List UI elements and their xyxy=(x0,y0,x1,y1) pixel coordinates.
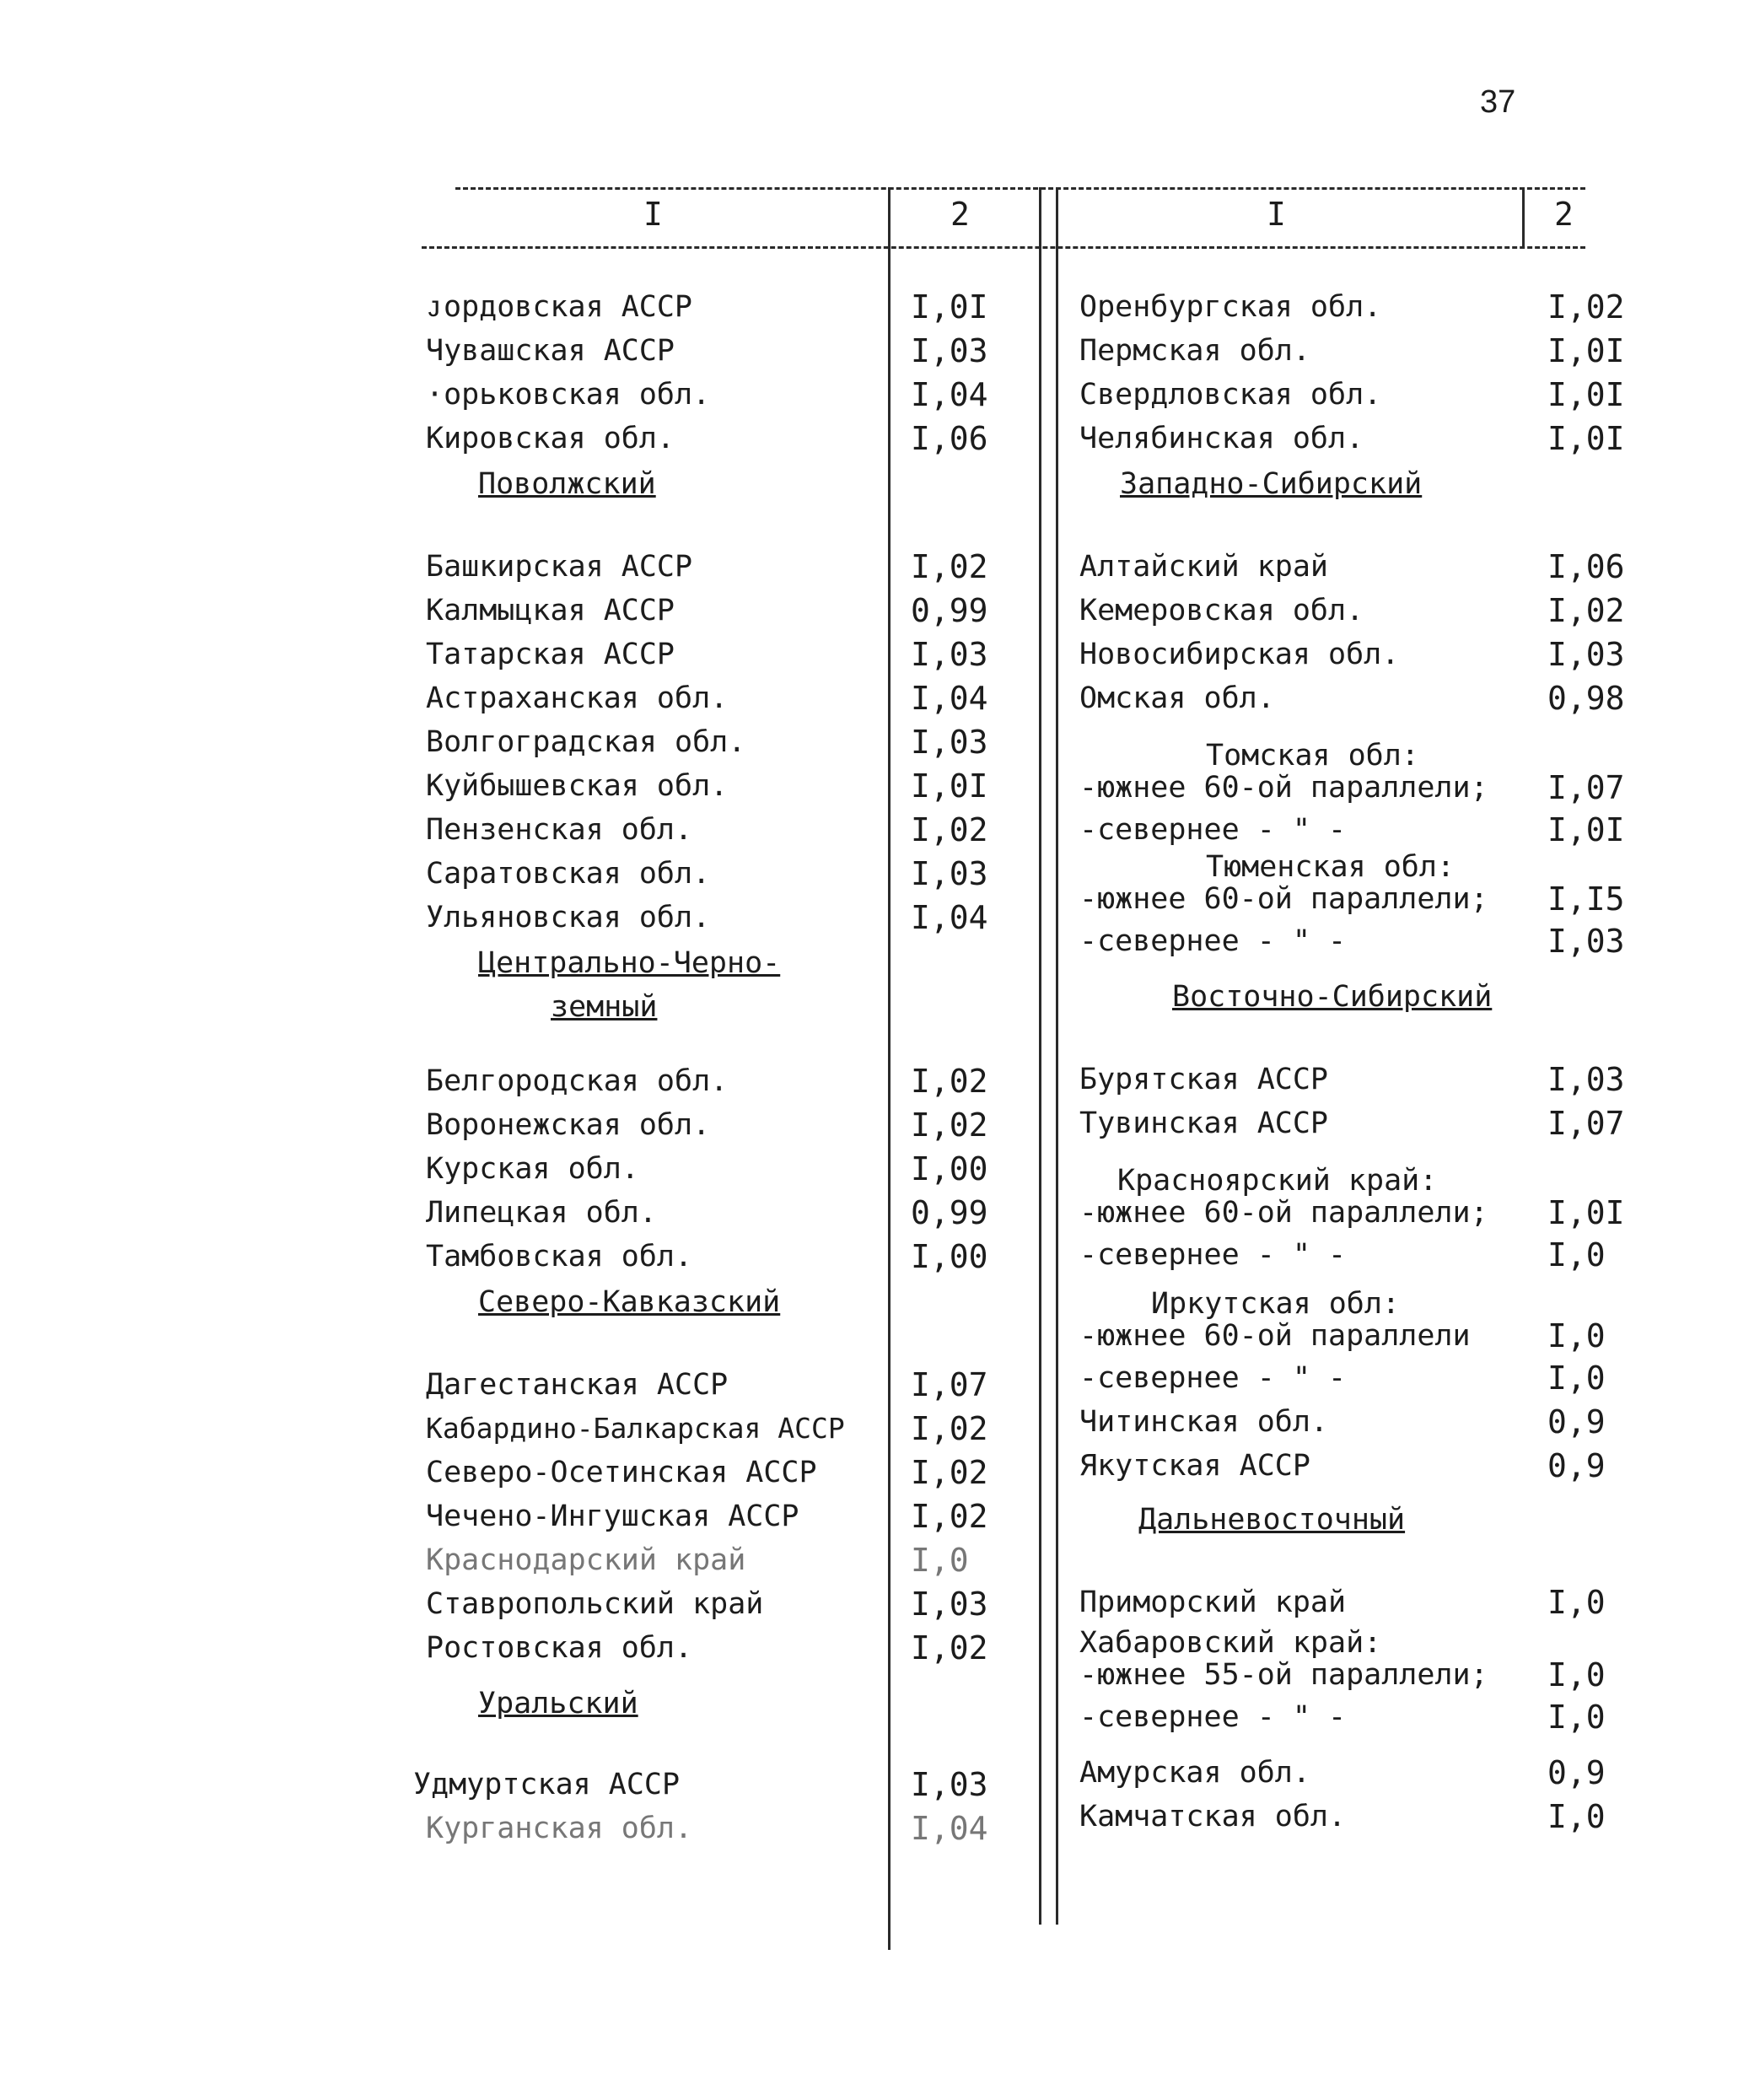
region-name: Читинская обл. xyxy=(1079,1405,1329,1439)
right-header-col2: 2 xyxy=(1554,196,1574,233)
region-name: Удмуртская АССР xyxy=(413,1768,681,1801)
coefficient-value: I,0 xyxy=(1547,1236,1606,1273)
coefficient-value: I,04 xyxy=(911,376,988,413)
tomsk-title: Томская обл: xyxy=(1206,739,1419,773)
region-name: Курская обл. xyxy=(426,1152,639,1186)
coefficient-value: I,03 xyxy=(911,636,988,673)
region-name: Камчатская обл. xyxy=(1079,1800,1347,1833)
region-name: Тамбовская обл. xyxy=(426,1240,693,1273)
region-name: Воронежская обл. xyxy=(426,1108,711,1142)
table-row xyxy=(426,1582,1016,1626)
coefficient-value: I,0I xyxy=(1547,332,1625,369)
region-name: Амурская обл. xyxy=(1079,1756,1310,1790)
table-row xyxy=(426,545,1016,589)
coefficient-value: I,I5 xyxy=(1547,880,1625,918)
coefficient-value: I,02 xyxy=(911,1063,988,1100)
region-name: Калмыцкая АССР xyxy=(426,594,675,627)
coefficient-value: I,02 xyxy=(1547,592,1625,629)
section-title-east-siberian: Восточно-Сибирский xyxy=(1172,980,1493,1014)
region-name: Кемеровская обл. xyxy=(1079,594,1364,627)
region-name: -южнее 60-ой параллели; xyxy=(1079,1196,1488,1230)
region-name: Саратовская обл. xyxy=(426,857,711,891)
coefficient-value: I,0 xyxy=(911,1542,969,1579)
region-name: Волгоградская обл. xyxy=(426,725,746,759)
region-name: Тувинская АССР xyxy=(1079,1107,1329,1140)
left-sec1-group xyxy=(426,545,1016,940)
coefficient-value: I,0I xyxy=(911,767,988,805)
section-title-far-east: Дальневосточный xyxy=(1138,1503,1406,1537)
coefficient-value: I,07 xyxy=(1547,1105,1625,1142)
coefficient-value: 0,9 xyxy=(1547,1403,1606,1440)
right-sec1-group xyxy=(1079,545,1625,720)
section-title-north-caucasus: Северо-Кавказский xyxy=(478,1285,781,1319)
region-name: -севернее - " - xyxy=(1079,1238,1347,1272)
section-title-west-siberian: Западно-Сибирский xyxy=(1120,467,1423,501)
table-row xyxy=(1079,1319,1612,1356)
tyumen-title: Тюменская обл: xyxy=(1206,850,1456,884)
table-row xyxy=(1079,1795,1612,1839)
table-row xyxy=(1079,285,1625,329)
coefficient-value: I,02 xyxy=(911,1410,988,1447)
table-row xyxy=(426,1538,1016,1582)
table-row xyxy=(1079,808,1625,852)
region-name: Липецкая обл. xyxy=(426,1196,657,1230)
section-title-povolzhsky: Поволжский xyxy=(478,467,656,501)
table-row xyxy=(1079,1356,1612,1400)
coefficient-value: I,04 xyxy=(911,899,988,936)
coefficient-value: I,03 xyxy=(911,1586,988,1623)
krasnoyarsk-title: Красноярский край: xyxy=(1117,1164,1438,1198)
coefficient-value: I,03 xyxy=(1547,636,1625,673)
region-name: Пензенская обл. xyxy=(426,813,693,847)
coefficient-value: I,03 xyxy=(911,332,988,369)
coefficient-value: I,00 xyxy=(911,1150,988,1187)
coefficient-value: I,04 xyxy=(911,680,988,717)
region-name: -южнее 60-ой параллели; xyxy=(1079,771,1488,805)
table-row xyxy=(426,720,1016,764)
header-top-rule xyxy=(455,187,1585,190)
coefficient-value: I,03 xyxy=(1547,923,1625,960)
coefficient-value: I,06 xyxy=(911,420,988,457)
header-bottom-rule xyxy=(422,246,1585,249)
table-row xyxy=(1079,919,1625,963)
table-row xyxy=(1079,1233,1612,1277)
coefficient-value: I,0 xyxy=(1547,1798,1606,1835)
table-row xyxy=(1079,417,1625,460)
region-name: -южнее 60-ой параллели xyxy=(1079,1319,1471,1353)
region-name: Свердловская обл. xyxy=(1079,378,1382,412)
coefficient-value: I,0I xyxy=(1547,376,1625,413)
region-name: Приморский край xyxy=(1079,1586,1347,1619)
table-row xyxy=(426,285,1016,329)
coefficient-value: I,02 xyxy=(911,1107,988,1144)
region-name: Кабардино-Балкарская АССР xyxy=(426,1412,845,1445)
region-name: -южнее 60-ой параллели; xyxy=(1079,882,1488,916)
table-row xyxy=(1079,880,1625,919)
table-row xyxy=(426,896,1016,940)
left-header-col1: I xyxy=(643,196,663,233)
coefficient-value: I,00 xyxy=(911,1238,988,1275)
region-name: -севернее - " - xyxy=(1079,1700,1347,1734)
table-row xyxy=(1079,769,1625,808)
irkutsk-title: Иркутская обл: xyxy=(1151,1287,1401,1321)
region-name: ·орьковская обл. xyxy=(426,378,711,412)
table-row xyxy=(426,808,1016,852)
coefficient-value: 0,9 xyxy=(1547,1447,1606,1484)
table-row xyxy=(426,1626,1016,1670)
region-name: Курганская обл. xyxy=(426,1812,693,1845)
table-row xyxy=(1079,1658,1612,1695)
section-title-central-black-earth: Центрально-Черно- xyxy=(478,946,781,980)
coefficient-value: I,02 xyxy=(1547,288,1625,326)
coefficient-value: I,0I xyxy=(1547,811,1625,848)
region-name: -южнее 55-ой параллели; xyxy=(1079,1658,1488,1692)
region-name: Татарская АССР xyxy=(426,638,675,671)
region-name: Бурятская АССР xyxy=(1079,1063,1329,1096)
table-row xyxy=(426,1103,1016,1147)
region-name: Ростовская обл. xyxy=(426,1631,693,1665)
table-row xyxy=(426,852,1016,896)
table-row xyxy=(1079,1058,1625,1101)
coefficient-value: I,03 xyxy=(911,1766,988,1803)
table-row xyxy=(426,1807,1016,1850)
coefficient-value: I,0 xyxy=(1547,1584,1606,1621)
table-row xyxy=(426,633,1016,676)
center-divider-b xyxy=(1056,187,1058,1925)
table-row xyxy=(1079,1101,1625,1145)
table-row xyxy=(413,1763,1016,1807)
section-title-ural: Уральский xyxy=(478,1687,638,1720)
coefficient-value: I,03 xyxy=(1547,1061,1625,1098)
center-divider-a xyxy=(1039,187,1041,1925)
section-title-central-black-earth-cont: земный xyxy=(551,990,658,1024)
table-row xyxy=(1079,676,1625,720)
right-sec2-group xyxy=(1079,1058,1625,1145)
left-header-col2: 2 xyxy=(950,196,970,233)
coefficient-value: I,02 xyxy=(911,811,988,848)
table-row xyxy=(426,764,1016,808)
region-name: Краснодарский край xyxy=(426,1543,746,1577)
right-top-group xyxy=(1079,285,1625,460)
region-name: Пермская обл. xyxy=(1079,334,1310,368)
region-name: Дагестанская АССР xyxy=(426,1368,729,1402)
table-row xyxy=(426,1059,1016,1103)
table-row xyxy=(426,1235,1016,1279)
coefficient-value: I,02 xyxy=(911,1629,988,1667)
coefficient-value: I,06 xyxy=(1547,548,1625,585)
table-row xyxy=(426,1147,1016,1191)
table-row xyxy=(1079,329,1625,373)
region-name: -севернее - " - xyxy=(1079,813,1347,847)
coefficient-value: I,0 xyxy=(1547,1656,1606,1693)
table-row xyxy=(426,417,1016,460)
coefficient-value: I,03 xyxy=(911,855,988,892)
region-name: Башкирская АССР xyxy=(426,550,693,584)
coefficient-value: I,02 xyxy=(911,1498,988,1535)
coefficient-value: I,0I xyxy=(1547,420,1625,457)
coefficient-value: I,0 xyxy=(1547,1317,1606,1354)
region-name: Омская обл. xyxy=(1079,681,1275,715)
coefficient-value: I,07 xyxy=(1547,769,1625,806)
region-name: Алтайский край xyxy=(1079,550,1329,584)
region-name: Якутская АССР xyxy=(1079,1449,1310,1483)
table-row xyxy=(1079,1400,1612,1444)
region-name: Кировская обл. xyxy=(426,422,675,455)
coefficient-value: 0,99 xyxy=(911,592,988,629)
region-name: Северо-Осетинская АССР xyxy=(426,1456,817,1489)
table-row xyxy=(426,676,1016,720)
region-name: Ульяновская обл. xyxy=(426,901,711,934)
table-row xyxy=(426,373,1016,417)
coefficient-value: I,0I xyxy=(1547,1194,1625,1231)
table-row xyxy=(426,1191,1016,1235)
table-row xyxy=(1079,633,1625,676)
region-name: Чечено-Ингушская АССР xyxy=(426,1500,799,1533)
region-name: Челябинская обл. xyxy=(1079,422,1364,455)
table-row xyxy=(1079,1194,1625,1233)
right-header-col1: I xyxy=(1267,196,1286,233)
table-row xyxy=(426,1494,1016,1538)
region-name: Чувашская АССР xyxy=(426,334,675,368)
table-row xyxy=(1079,1444,1612,1488)
coefficient-value: I,0 xyxy=(1547,1699,1606,1736)
left-top-group xyxy=(426,285,1016,460)
coefficient-value: I,04 xyxy=(911,1810,988,1847)
coefficient-value: 0,98 xyxy=(1547,680,1625,717)
left-sec4-group xyxy=(413,1763,1016,1850)
coefficient-value: I,0 xyxy=(1547,1360,1606,1397)
region-name: Астраханская обл. xyxy=(426,681,729,715)
coefficient-value: I,03 xyxy=(911,724,988,761)
region-name: Ставропольский край xyxy=(426,1587,764,1621)
coefficient-value: 0,9 xyxy=(1547,1754,1606,1791)
coefficient-value: I,0I xyxy=(911,288,988,326)
right-col-divider xyxy=(1522,187,1525,246)
right-column xyxy=(1079,285,1625,1887)
coefficient-value: 0,99 xyxy=(911,1194,988,1231)
table-row xyxy=(1079,373,1625,417)
right-sec2b-group xyxy=(1079,1400,1612,1488)
table-row xyxy=(1079,545,1625,589)
left-sec3-group xyxy=(426,1363,1016,1670)
table-row xyxy=(1079,1751,1612,1795)
table-row xyxy=(1079,589,1625,633)
table-row xyxy=(426,1407,1016,1451)
khabarovsk-title: Хабаровский край: xyxy=(1079,1626,1382,1660)
left-sec2-group xyxy=(426,1059,1016,1279)
region-name: -севернее - " - xyxy=(1079,924,1347,958)
region-name: Куйбышевская обл. xyxy=(426,769,729,803)
table-row xyxy=(426,1363,1016,1407)
table-row xyxy=(1079,1580,1612,1624)
coefficient-value: I,07 xyxy=(911,1366,988,1403)
page-number: 37 xyxy=(1480,84,1516,120)
left-column xyxy=(413,285,1016,1850)
coefficient-value: I,02 xyxy=(911,548,988,585)
region-name: -севернее - " - xyxy=(1079,1361,1347,1395)
region-name: Белгородская обл. xyxy=(426,1064,729,1098)
coefficient-value: I,02 xyxy=(911,1454,988,1491)
region-name: Новосибирская обл. xyxy=(1079,638,1400,671)
table-row xyxy=(426,1451,1016,1494)
table-row xyxy=(426,589,1016,633)
table-row xyxy=(1079,1695,1612,1739)
right-sec3b-group xyxy=(1079,1751,1612,1839)
region-name: Оренбургская обл. xyxy=(1079,290,1382,324)
table-row xyxy=(426,329,1016,373)
region-name: ᴊордовская АССР xyxy=(426,290,693,324)
